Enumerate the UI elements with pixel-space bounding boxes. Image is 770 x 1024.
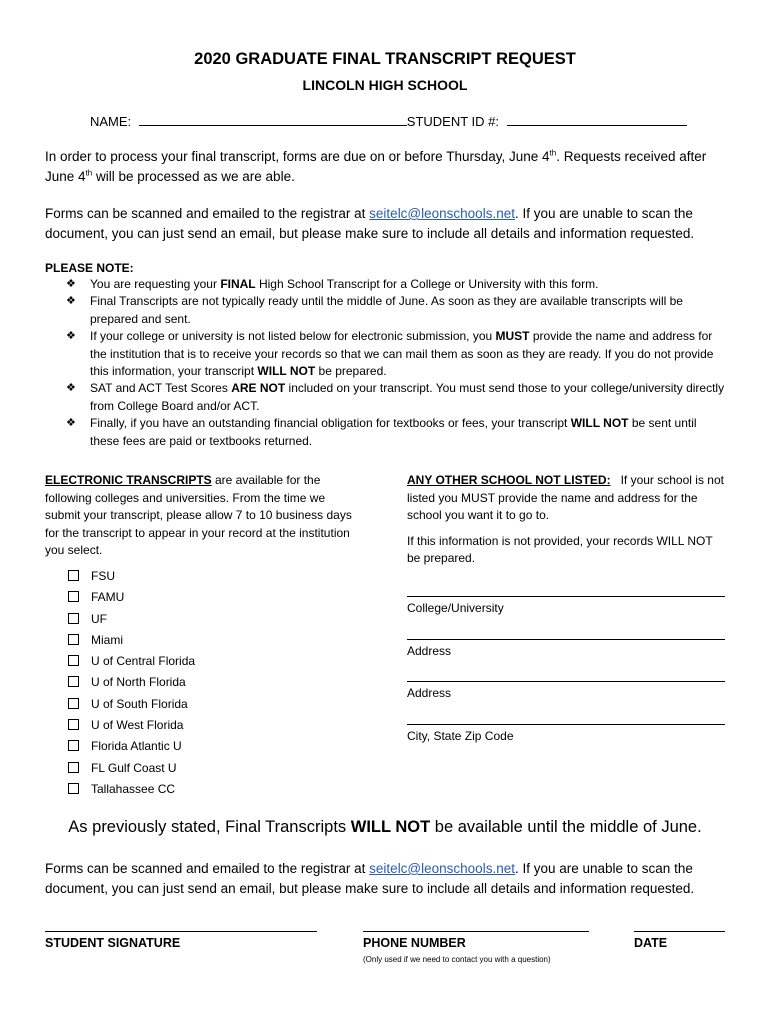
- city-state-zip-label: City, State Zip Code: [407, 729, 514, 743]
- intro-sup-2: th: [85, 168, 93, 178]
- school-label: FSU: [91, 569, 115, 583]
- date-label: DATE: [634, 936, 668, 950]
- phone-number-label: PHONE NUMBER: [363, 936, 466, 950]
- intro-text-1: In order to process your final transcript, forms are due on or before Thursday, June 4: [45, 149, 550, 164]
- other-school-warning: If this information is not provided, your records WILL NOT be prepared.: [407, 533, 713, 566]
- school-label: Tallahassee CC: [91, 781, 176, 796]
- other-school-text: If your school is not listed you MUST provide the name and address for the school you want it to go to.: [407, 473, 728, 523]
- checkbox[interactable]: [68, 570, 79, 581]
- intro-paragraph: [45, 147, 725, 187]
- checkbox[interactable]: [68, 591, 79, 602]
- school-option: [68, 694, 195, 715]
- intro-text-3: will be processed as we are able.: [92, 169, 295, 184]
- city-state-zip-field[interactable]: [407, 724, 725, 743]
- school-option: [68, 672, 195, 693]
- date-line[interactable]: [634, 931, 725, 932]
- school-label: FAMU: [91, 590, 125, 605]
- closing-paragraph: [45, 859, 725, 899]
- checkbox[interactable]: [68, 676, 79, 687]
- diamond-bullet-icon: ❖: [66, 330, 76, 343]
- intro-text-2: . Requests received after June 4: [45, 149, 707, 184]
- note-item: ❖ Finally, if you have an outstanding financial obligation for textbooks or fees, your transcript WILL NOT be sent until these fees are paid or textbooks returned.: [66, 416, 697, 448]
- name-field[interactable]: [139, 112, 407, 126]
- school-option: [68, 587, 195, 608]
- scan-text-1: Forms can be scanned and emailed to the registrar at: [45, 206, 370, 221]
- school-label: UF: [91, 611, 107, 626]
- school-label: Florida Atlantic U: [91, 739, 182, 754]
- note-item: ❖ Final Transcripts are not typically ready until the middle of June. As soon as they are available transcripts will be prepared and sent.: [66, 294, 683, 326]
- note-item: ❖ If your college or university is not listed below for electronic submission, you MUST provide the name and address for the institution that is to receive your records so that we can mail them as soon as they are ready. If you do not provide this information, your transcript WILL NOT be prepared.: [66, 329, 714, 379]
- closing-text-2: . If you are unable to scan the document, you can just send an email, but please make sure to include all details and information requested.: [45, 861, 695, 896]
- reminder-text-1: As previously stated, Final Transcripts: [68, 818, 351, 836]
- diamond-bullet-icon: ❖: [66, 278, 76, 290]
- checkbox[interactable]: [68, 719, 79, 730]
- diamond-bullet-icon: ❖: [66, 295, 76, 308]
- school-label: U of South Florida: [91, 696, 188, 711]
- student-id-label: STUDENT ID #:: [406, 114, 500, 129]
- scan-text-2: . If you are unable to scan the document, you can just send an email, but please make sure to include all details and information requested.: [45, 206, 695, 241]
- checkbox[interactable]: [68, 762, 79, 773]
- form-title: 2020 GRADUATE FINAL TRANSCRIPT REQUEST: [194, 50, 576, 68]
- checkbox[interactable]: [68, 698, 79, 709]
- phone-number-line[interactable]: [363, 931, 589, 932]
- address-field-label: Address: [407, 686, 452, 700]
- college-field[interactable]: [407, 596, 725, 615]
- school-option: [68, 758, 195, 779]
- checkbox[interactable]: [68, 740, 79, 751]
- student-signature-line[interactable]: [45, 931, 317, 932]
- closing-text-1: Forms can be scanned and emailed to the registrar at: [45, 861, 370, 876]
- diamond-bullet-icon: ❖: [66, 417, 76, 430]
- school-label: FL Gulf Coast U: [91, 760, 177, 775]
- reminder-text-2: be available until the middle of June.: [430, 818, 702, 836]
- note-item: ❖ You are requesting your FINAL High School Transcript for a College or University with this form.: [66, 276, 726, 293]
- school-option: [68, 736, 195, 757]
- school-label: Miami: [91, 632, 123, 647]
- address-field-1[interactable]: [407, 639, 725, 658]
- student-id-field[interactable]: [507, 112, 687, 126]
- registrar-email-link[interactable]: seitelc@leonschools.net: [369, 861, 515, 876]
- other-school-heading: ANY OTHER SCHOOL NOT LISTED:: [407, 473, 611, 487]
- school-option: [68, 779, 195, 800]
- other-school-section: [407, 472, 727, 568]
- school-label: U of Central Florida: [91, 654, 196, 669]
- electronic-transcripts-heading: ELECTRONIC TRANSCRIPTS: [45, 473, 212, 487]
- school-option: [68, 651, 195, 672]
- school-label: U of West Florida: [91, 718, 184, 733]
- school-name: LINCOLN HIGH SCHOOL: [302, 77, 468, 93]
- school-option: [68, 566, 195, 587]
- checkbox[interactable]: [68, 613, 79, 624]
- college-field-label: College/University: [407, 601, 504, 615]
- school-checklist: [68, 566, 195, 800]
- notes-list: [66, 276, 726, 450]
- school-option: [68, 630, 195, 651]
- checkbox[interactable]: [68, 783, 79, 794]
- reminder-emphasis: WILL NOT: [350, 818, 431, 836]
- school-label: U of North Florida: [91, 675, 186, 690]
- registrar-email-link[interactable]: seitelc@leonschools.net: [369, 206, 515, 221]
- student-signature-label: STUDENT SIGNATURE: [45, 936, 181, 950]
- intro-sup-1: th: [549, 148, 557, 158]
- electronic-transcripts-text: are available for the following colleges and universities. From the time we submit your transcript, please allow 7 to 10 business days for the transcript to appear in your record at the institution you select.: [45, 473, 352, 558]
- address-field-2[interactable]: [407, 681, 725, 700]
- address-field-label: Address: [407, 644, 452, 658]
- phone-note: (Only used if we need to contact you with a question): [363, 955, 551, 964]
- diamond-bullet-icon: ❖: [66, 382, 76, 395]
- electronic-transcripts-section: [45, 472, 363, 560]
- note-item: ❖ SAT and ACT Test Scores ARE NOT included on your transcript. You must send those to your college/university directly from College Board and/or ACT.: [66, 381, 725, 413]
- name-id-row: [90, 112, 687, 129]
- name-label: NAME:: [90, 114, 132, 129]
- school-option: [68, 609, 195, 630]
- please-note-heading: PLEASE NOTE:: [45, 261, 134, 275]
- checkbox[interactable]: [68, 634, 79, 645]
- school-option: [68, 715, 195, 736]
- checkbox[interactable]: [68, 655, 79, 666]
- scan-email-paragraph: [45, 204, 725, 244]
- reminder-statement: [0, 818, 770, 837]
